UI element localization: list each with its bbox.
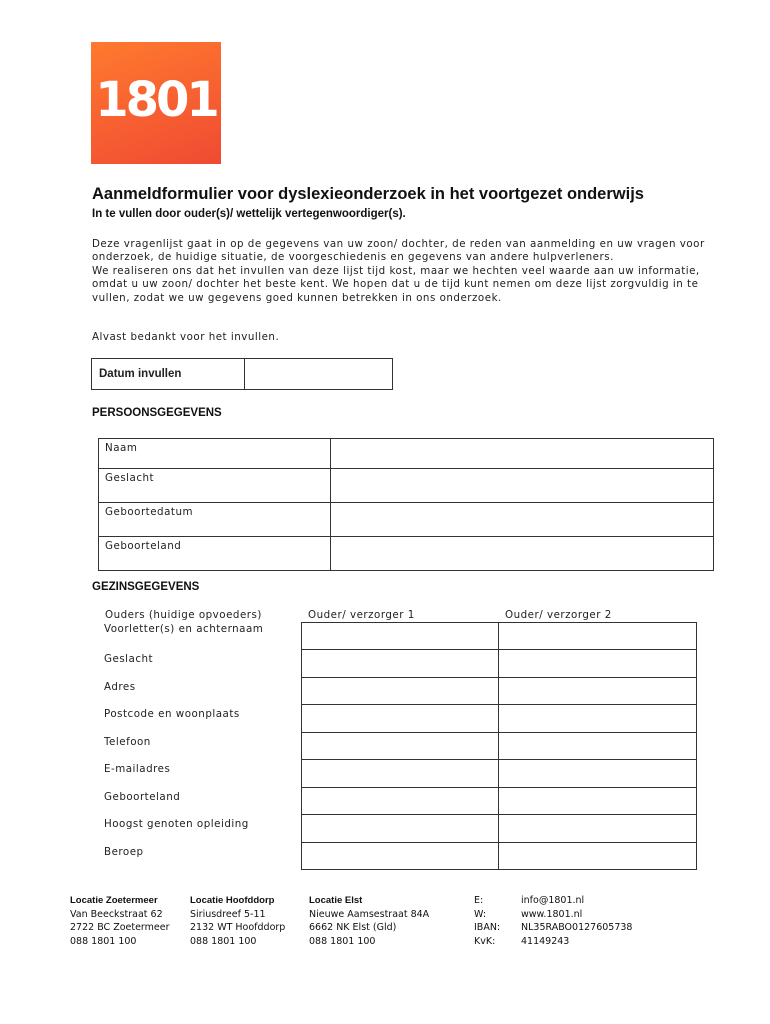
- footer-contact-values: [521, 894, 632, 948]
- row-label-email: E-mailadres: [98, 760, 301, 788]
- field-geboortedatum[interactable]: [331, 503, 714, 537]
- footer-city: 6662 NK Elst (Gld): [309, 922, 397, 933]
- table-row: [99, 439, 714, 469]
- table-row: [99, 537, 714, 571]
- row-label-opleiding: Hoogst genoten opleiding: [98, 815, 301, 843]
- thanks-text: Alvast bedankt voor het invullen.: [92, 331, 280, 343]
- date-label: Datum invullen: [92, 359, 245, 389]
- logo-text: 1801: [95, 72, 217, 128]
- footer-location-zoetermeer: [70, 894, 170, 948]
- table-row: [98, 705, 697, 733]
- field-ouder2-postcode[interactable]: [498, 705, 697, 733]
- persoonsgegevens-table: [98, 438, 714, 571]
- row-label-geboorteland: Geboorteland: [99, 537, 331, 571]
- intro-text: [92, 238, 712, 305]
- row-label-adres: Adres: [98, 678, 301, 705]
- gezinsgegevens-table: [98, 622, 697, 870]
- field-geslacht[interactable]: [331, 469, 714, 503]
- field-ouder2-telefoon[interactable]: [498, 733, 697, 760]
- footer-contact-labels: [474, 894, 500, 948]
- field-ouder2-geboorteland[interactable]: [498, 788, 697, 815]
- field-ouder2-email[interactable]: [498, 760, 697, 788]
- section-heading-persoonsgegevens: PERSOONSGEGEVENS: [92, 407, 222, 419]
- field-ouder1-voorletters[interactable]: [301, 623, 498, 650]
- table-row: [99, 469, 714, 503]
- footer-location-name: Locatie Elst: [309, 895, 363, 906]
- field-ouder2-beroep[interactable]: [498, 843, 697, 870]
- table-row: [98, 623, 697, 650]
- field-naam[interactable]: [331, 439, 714, 469]
- field-ouder1-telefoon[interactable]: [301, 733, 498, 760]
- footer-label-web: W:: [474, 908, 487, 920]
- intro-paragraph-2: We realiseren ons dat het invullen van deze lijst tijd kost, maar we hechten veel waarde aan uw informatie, omdat u uw zoon/ dochter het beste kent. We hopen dat u de tijd kunt nemen om deze lijst zorgvuldig in te vullen, zodat we uw gegevens goed kunnen betrekken in ons onderzoek.: [92, 264, 700, 304]
- field-ouder2-adres[interactable]: [498, 678, 697, 705]
- footer-location-name: Locatie Hoofddorp: [190, 895, 275, 906]
- row-label-voorletters: Voorletter(s) en achternaam: [98, 623, 301, 650]
- footer-street: Nieuwe Aamsestraat 84A: [309, 908, 430, 920]
- table-row: [98, 843, 697, 870]
- field-ouder1-postcode[interactable]: [301, 705, 498, 733]
- field-ouder2-opleiding[interactable]: [498, 815, 697, 843]
- footer-street: Siriusdreef 5-11: [190, 908, 266, 920]
- footer-city: 2132 WT Hoofddorp: [190, 922, 286, 933]
- footer-web-link[interactable]: www.1801.nl: [521, 908, 583, 920]
- footer-label-iban: IBAN:: [474, 922, 501, 933]
- field-ouder1-adres[interactable]: [301, 678, 498, 705]
- table-row: [99, 503, 714, 537]
- page-subtitle: In te vullen door ouder(s)/ wettelijk vertegenwoordiger(s).: [92, 208, 406, 220]
- field-ouder1-beroep[interactable]: [301, 843, 498, 870]
- footer-phone: 088 1801 100: [70, 935, 137, 947]
- footer-label-kvk: KvK:: [474, 935, 496, 947]
- field-geboorteland[interactable]: [331, 537, 714, 571]
- footer-city: 2722 BC Zoetermeer: [70, 922, 170, 933]
- row-label-geboortedatum: Geboortedatum: [99, 503, 331, 537]
- table-row: [98, 733, 697, 760]
- row-label-naam: Naam: [99, 439, 331, 469]
- footer-location-hoofddorp: [190, 894, 285, 948]
- date-input[interactable]: [245, 359, 392, 389]
- row-label-beroep: Beroep: [98, 843, 301, 870]
- footer-email-link[interactable]: info@1801.nl: [521, 895, 585, 906]
- field-ouder2-voorletters[interactable]: [498, 623, 697, 650]
- field-ouder1-opleiding[interactable]: [301, 815, 498, 843]
- footer-phone: 088 1801 100: [309, 935, 376, 947]
- row-label-telefoon: Telefoon: [98, 733, 301, 760]
- table-row: [98, 815, 697, 843]
- table-row: [98, 760, 697, 788]
- footer-phone: 088 1801 100: [190, 935, 257, 947]
- field-ouder1-email[interactable]: [301, 760, 498, 788]
- brand-logo: [91, 42, 221, 164]
- footer-kvk: 41149243: [521, 935, 570, 947]
- field-ouder1-geboorteland[interactable]: [301, 788, 498, 815]
- table-row: [98, 678, 697, 705]
- table-row: [98, 650, 697, 678]
- table-row: [98, 788, 697, 815]
- date-field: [91, 358, 393, 390]
- footer-location-elst: [309, 894, 429, 948]
- page-title: Aanmeldformulier voor dyslexieonderzoek in het voortgezet onderwijs: [92, 185, 644, 203]
- row-label-geboorteland: Geboorteland: [98, 788, 301, 815]
- column-header-ouder-1: Ouder/ verzorger 1: [308, 609, 415, 621]
- section-heading-gezinsgegevens: GEZINSGEGEVENS: [92, 581, 200, 593]
- intro-paragraph-1: Deze vragenlijst gaat in op de gegevens van uw zoon/ dochter, de reden van aanmelding en uw vragen voor onderzoek, de huidige situatie, de voorgeschiedenis en gegevens van andere hulpverleners.: [92, 238, 705, 264]
- row-label-geslacht: Geslacht: [98, 650, 301, 678]
- footer-street: Van Beeckstraat 62: [70, 908, 163, 920]
- field-ouder2-geslacht[interactable]: [498, 650, 697, 678]
- column-header-ouder-2: Ouder/ verzorger 2: [505, 609, 612, 621]
- footer-label-email: E:: [474, 895, 484, 906]
- row-label-geslacht: Geslacht: [99, 469, 331, 503]
- footer-iban: NL35RABO0127605738: [521, 922, 633, 933]
- field-ouder1-geslacht[interactable]: [301, 650, 498, 678]
- column-header-ouders: Ouders (huidige opvoeders): [105, 609, 262, 621]
- footer-location-name: Locatie Zoetermeer: [70, 895, 158, 906]
- row-label-postcode: Postcode en woonplaats: [98, 705, 301, 733]
